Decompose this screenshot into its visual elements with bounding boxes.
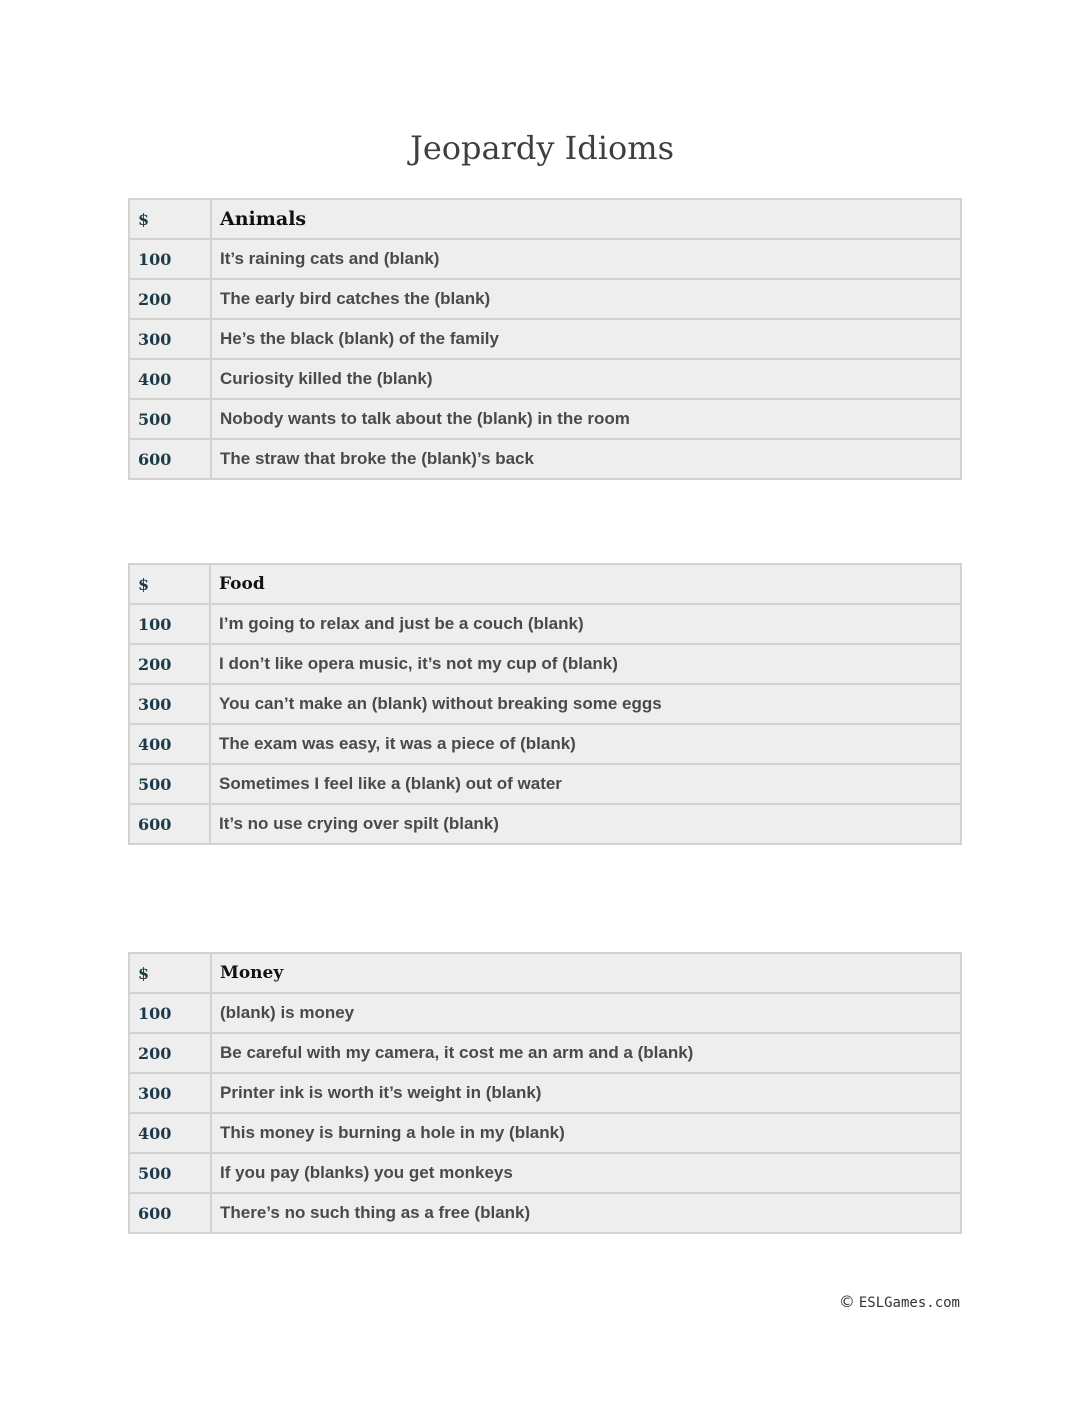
point-value-cell: 500 [129, 1153, 211, 1193]
category-header-cell: Animals [211, 199, 961, 239]
point-value-cell: 500 [129, 764, 210, 804]
clue-cell: Sometimes I feel like a (blank) out of water [210, 764, 961, 804]
table-row [129, 604, 961, 644]
clue-cell: It’s raining cats and (blank) [211, 239, 961, 279]
table-row [129, 1193, 961, 1233]
clue-cell: The exam was easy, it was a piece of (blank) [210, 724, 961, 764]
value-header-cell: $ [129, 199, 211, 239]
table-header-row [129, 564, 961, 604]
category-header-cell: Food [210, 564, 961, 604]
table-header-row [129, 953, 961, 993]
clue-cell: Nobody wants to talk about the (blank) in the room [211, 399, 961, 439]
clue-cell: The early bird catches the (blank) [211, 279, 961, 319]
point-value-cell: 600 [129, 804, 210, 844]
page-title: Jeopardy Idioms [409, 129, 674, 167]
clue-cell: I don’t like opera music, it’s not my cup of (blank) [210, 644, 961, 684]
clue-cell: Printer ink is worth it’s weight in (blank) [211, 1073, 961, 1113]
clue-cell: Curiosity killed the (blank) [211, 359, 961, 399]
copyright-footer [839, 1292, 960, 1311]
table-row [129, 319, 961, 359]
category-header-cell: Money [211, 953, 961, 993]
table-row [129, 644, 961, 684]
point-value-cell: 200 [129, 1033, 211, 1073]
point-value-cell: 600 [129, 1193, 211, 1233]
clue-cell: It’s no use crying over spilt (blank) [210, 804, 961, 844]
point-value-cell: 100 [129, 993, 211, 1033]
table-row [129, 359, 961, 399]
table-row [129, 239, 961, 279]
point-value-cell: 100 [129, 604, 210, 644]
table-row [129, 1033, 961, 1073]
clue-cell: You can’t make an (blank) without breaking some eggs [210, 684, 961, 724]
point-value-cell: 200 [129, 644, 210, 684]
clue-cell: He’s the black (blank) of the family [211, 319, 961, 359]
table-row [129, 1113, 961, 1153]
table-row [129, 1153, 961, 1193]
point-value-cell: 300 [129, 684, 210, 724]
value-header-cell: $ [129, 564, 210, 604]
clue-cell: (blank) is money [211, 993, 961, 1033]
site-name: ESLGames.com [858, 1295, 960, 1311]
clue-cell: Be careful with my camera, it cost me an arm and a (blank) [211, 1033, 961, 1073]
point-value-cell: 400 [129, 724, 210, 764]
table-row [129, 279, 961, 319]
point-value-cell: 300 [129, 319, 211, 359]
table-header-row [129, 199, 961, 239]
clue-cell: This money is burning a hole in my (blank) [211, 1113, 961, 1153]
table-row [129, 684, 961, 724]
point-value-cell: 200 [129, 279, 211, 319]
value-header-cell: $ [129, 953, 211, 993]
clue-cell: I’m going to relax and just be a couch (blank) [210, 604, 961, 644]
table-row [129, 399, 961, 439]
point-value-cell: 100 [129, 239, 211, 279]
point-value-cell: 500 [129, 399, 211, 439]
point-value-cell: 400 [129, 359, 211, 399]
clue-cell: There’s no such thing as a free (blank) [211, 1193, 961, 1233]
table-row [129, 724, 961, 764]
table-row [129, 804, 961, 844]
point-value-cell: 400 [129, 1113, 211, 1153]
copyright-icon: © [838, 1292, 855, 1311]
table-row [129, 439, 961, 479]
clue-cell: The straw that broke the (blank)’s back [211, 439, 961, 479]
animals-table [128, 198, 962, 480]
table-row [129, 764, 961, 804]
clue-cell: If you pay (blanks) you get monkeys [211, 1153, 961, 1193]
table-row [129, 1073, 961, 1113]
point-value-cell: 600 [129, 439, 211, 479]
money-table [128, 952, 962, 1234]
table-row [129, 993, 961, 1033]
point-value-cell: 300 [129, 1073, 211, 1113]
food-table [128, 563, 962, 845]
